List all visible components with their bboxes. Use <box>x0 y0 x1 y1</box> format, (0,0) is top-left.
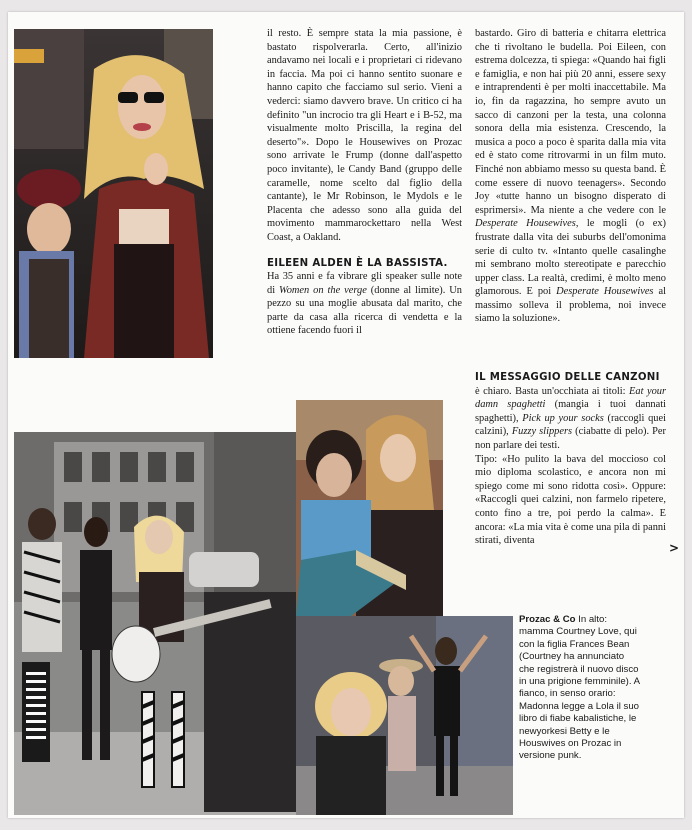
column-middle <box>267 27 462 338</box>
paragraph-songs: è chiaro. Basta un'occhiata ai titoli: Eat your damn spaghetti (mangia i tuoi dannati spaghetti), Pick up your socks (raccogli quei calzini), Fuzzy slippers (ciabatte di pelo). Per non parlare dei testi. <box>475 385 667 451</box>
paragraph-col2: il resto. È sempre stata la mia passione, è bastato rispolverarla. Certo, all'inizio andavamo nei locali e i proprietari ci ridevano in faccia. Ma poi ci hanno sentito suonare e hanno capito che facciamo sul serio. Vieni a vederci: siamo davvero brave. Un critico ci ha definito "un incrocio tra gli Heart e i B-52, ma visualmente molto Priscilla, la regina del deserto"». Dopo le Housewives on Prozac sono arrivate le Frump (donne dall'aspetto poco invitante), le Candy Band (gruppo delle caramelle, nome scelto dal figlio della cantante), le Mr Robinson, le Mydols e le Placenta che adesso sono alla guida del movimento mammarockettaro nella West Coast, a Oakland. <box>267 28 462 243</box>
photo-courtney-love <box>14 29 213 358</box>
photo-caption <box>519 614 641 763</box>
paragraph-bassist: Ha 35 anni e fa vibrare gli speaker sulle note di Women on the verge (donne al limite). Un pezzo su una moglie abusata dal marito, che parte da casa alla ricerca di vendetta e la ottiene facendo fuori il <box>267 271 462 337</box>
caption-text: In alto: mamma Courtney Love, qui con la figlia Frances Bean (Courtney ha annunciato che registrerà il nuovo disco in una prigione femminile). A fianco, in senso orario: Madonna legge a Lola il suo libro di fiabe kabalistiche, le newyorkesi Betty e le Houswives on Prozac in versione punk. <box>519 614 640 762</box>
photo-punk-band <box>296 616 513 815</box>
continue-arrow-icon: > <box>669 541 680 555</box>
section-heading-bassist: EILEEN ALDEN È LA BASSISTA. <box>267 257 448 269</box>
column-right-lower <box>475 371 666 548</box>
paragraph-col3: bastardo. Giro di batteria e chitarra elettrica che ti rivoltano le budella. Poi Eileen, con estrema dolcezza, ti spiega: «Quando hai figli e famiglia, e non hai più 20 anni, essere sexy e intraprendenti è per molti inaccettabile. Ma io, fin da ragazzina, ho sempre avuto un sacco di canzoni per la testa, una colonna sonora della mia esistenza. Crescendo, la musica a poco a poco è sparita dalla mia vita ed è stato come ritrovarmi in un film muto. Finché non abbiamo messo su questa band. È come essere di nuovo teenagers». Secondo Joy «tutte hanno un bisogno disperato di esprimersi». Ma niente a che vedere con le Desperate Housewives, le mogli (o ex) frustrate dalla vita dei suburbs dell'omonima serie di culto tv. «Intanto quelle casalinghe mi sembrano molto stereotipate e parecchio upper class. La realtà, credimi, è molto meno glamorous. E poi Desperate Housewives al massimo solleva il problema, noi invece siamo la soluzione». <box>475 28 666 325</box>
paragraph-lyrics: Tipo: «Ho pulito la bava del moccioso col mio diploma scolastico, e ancora non mi spiego come mi sono ridotta così». Oppure: «Raccogli quei calzini, non farmelo ripetere, conto fino a tre, poi perdo la calma». E ancora: «La mia vita è come una pila di panni stirati, diventa <box>475 453 666 547</box>
photo-madonna-reading <box>296 400 443 616</box>
section-heading-songs: IL MESSAGGIO DELLE CANZONI <box>475 372 660 383</box>
column-right <box>475 27 666 326</box>
caption-title: Prozac & Co <box>519 614 576 625</box>
photo-band-street <box>14 432 296 815</box>
